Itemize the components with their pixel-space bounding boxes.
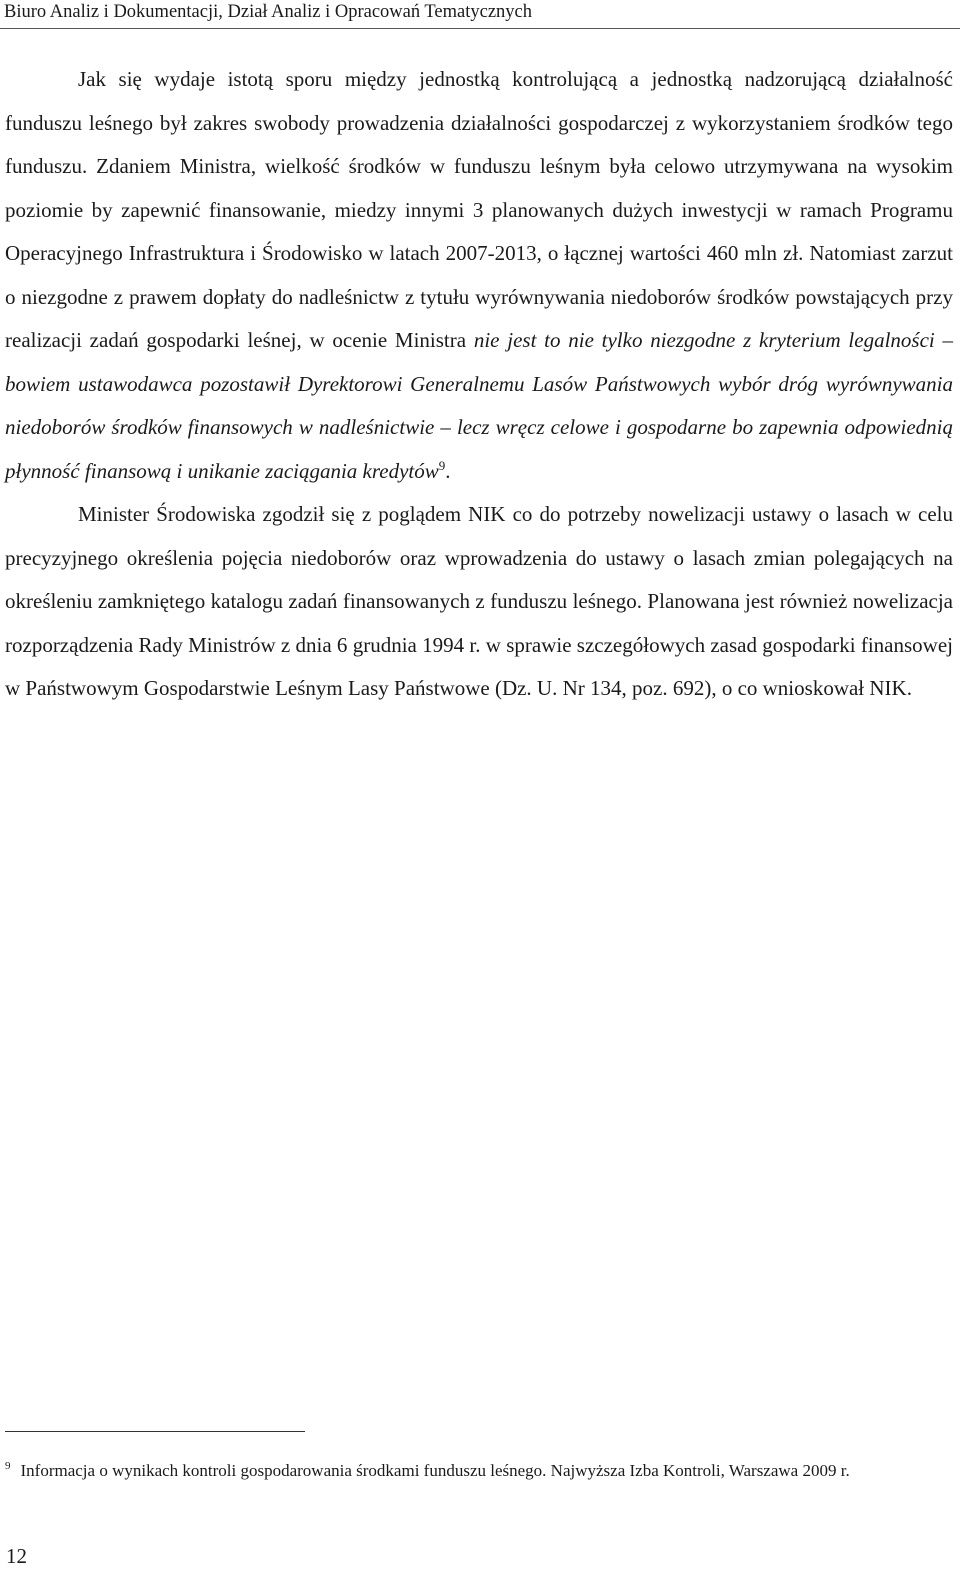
footnote-divider	[5, 1431, 305, 1432]
paragraph-1-quote: nie jest to nie tylko niezgodne z kryterium legalności – bowiem ustawodawca pozostawił Dyrektorowi Generalnemu Lasów Państwowych wybór dróg wyrównywania niedoborów środków finansowych w nadleśnictwie – lecz wręcz celowe i gospodarne bo zapewnia odpowiednią płynność finansową i unikanie zaciągania kredytów	[5, 328, 953, 483]
page-number: 12	[6, 1544, 27, 1568]
footnote-number: 9	[5, 1460, 11, 1473]
paragraph-1	[5, 58, 953, 493]
footnote-reference[interactable]: 9	[438, 457, 446, 473]
footnote	[5, 1458, 953, 1483]
header-title: Biuro Analiz i Dokumentacji, Dział Analiz i Opracowań Tematycznych	[4, 2, 533, 22]
paragraph-1-end: .	[445, 458, 451, 483]
main-text	[5, 58, 953, 711]
footnote-text: Informacja o wynikach kontroli gospodarowania środkami funduszu leśnego. Najwyższa Izba Kontroli, Warszawa 2009 r.	[20, 1461, 850, 1480]
paragraph-2-text: Minister Środowiska zgodził się z poglądem NIK co do potrzeby nowelizacji ustawy o lasach w celu precyzyjnego określenia pojęcia niedoborów oraz wprowadzenia do ustawy o lasach zmian polegających na określeniu zamkniętego katalogu zadań finansowanych z funduszu leśnego. Planowana jest również nowelizacja rozporządzenia Rady Ministrów z dnia 6 grudnia 1994 r. w sprawie szczegółowych zasad gospodarki finansowej w Państwowym Gospodarstwie Leśnym Lasy Państwowe (Dz. U. Nr 134, poz. 692), o co wnioskował NIK.	[5, 502, 953, 700]
paragraph-1-text: Jak się wydaje istotą sporu między jednostką kontrolującą a jednostką nadzorującą działalność funduszu leśnego był zakres swobody prowadzenia działalności gospodarczej z wykorzystaniem środków tego funduszu. Zdaniem Ministra, wielkość środków w funduszu leśnym była celowo utrzymywana na wysokim poziomie by zapewnić finansowanie, miedzy innymi 3 planowanych dużych inwestycji w ramach Programu Operacyjnego Infrastruktura i Środowisko w latach 2007-2013, o łącznej wartości 460 mln zł. Natomiast zarzut o niezgodne z prawem dopłaty do nadleśnictw z tytułu wyrównywania niedoborów środków powstających przy realizacji zadań gospodarki leśnej, w ocenie Ministra	[5, 67, 953, 352]
paragraph-2	[5, 493, 953, 711]
page-header	[4, 0, 954, 24]
header-divider	[0, 28, 960, 29]
